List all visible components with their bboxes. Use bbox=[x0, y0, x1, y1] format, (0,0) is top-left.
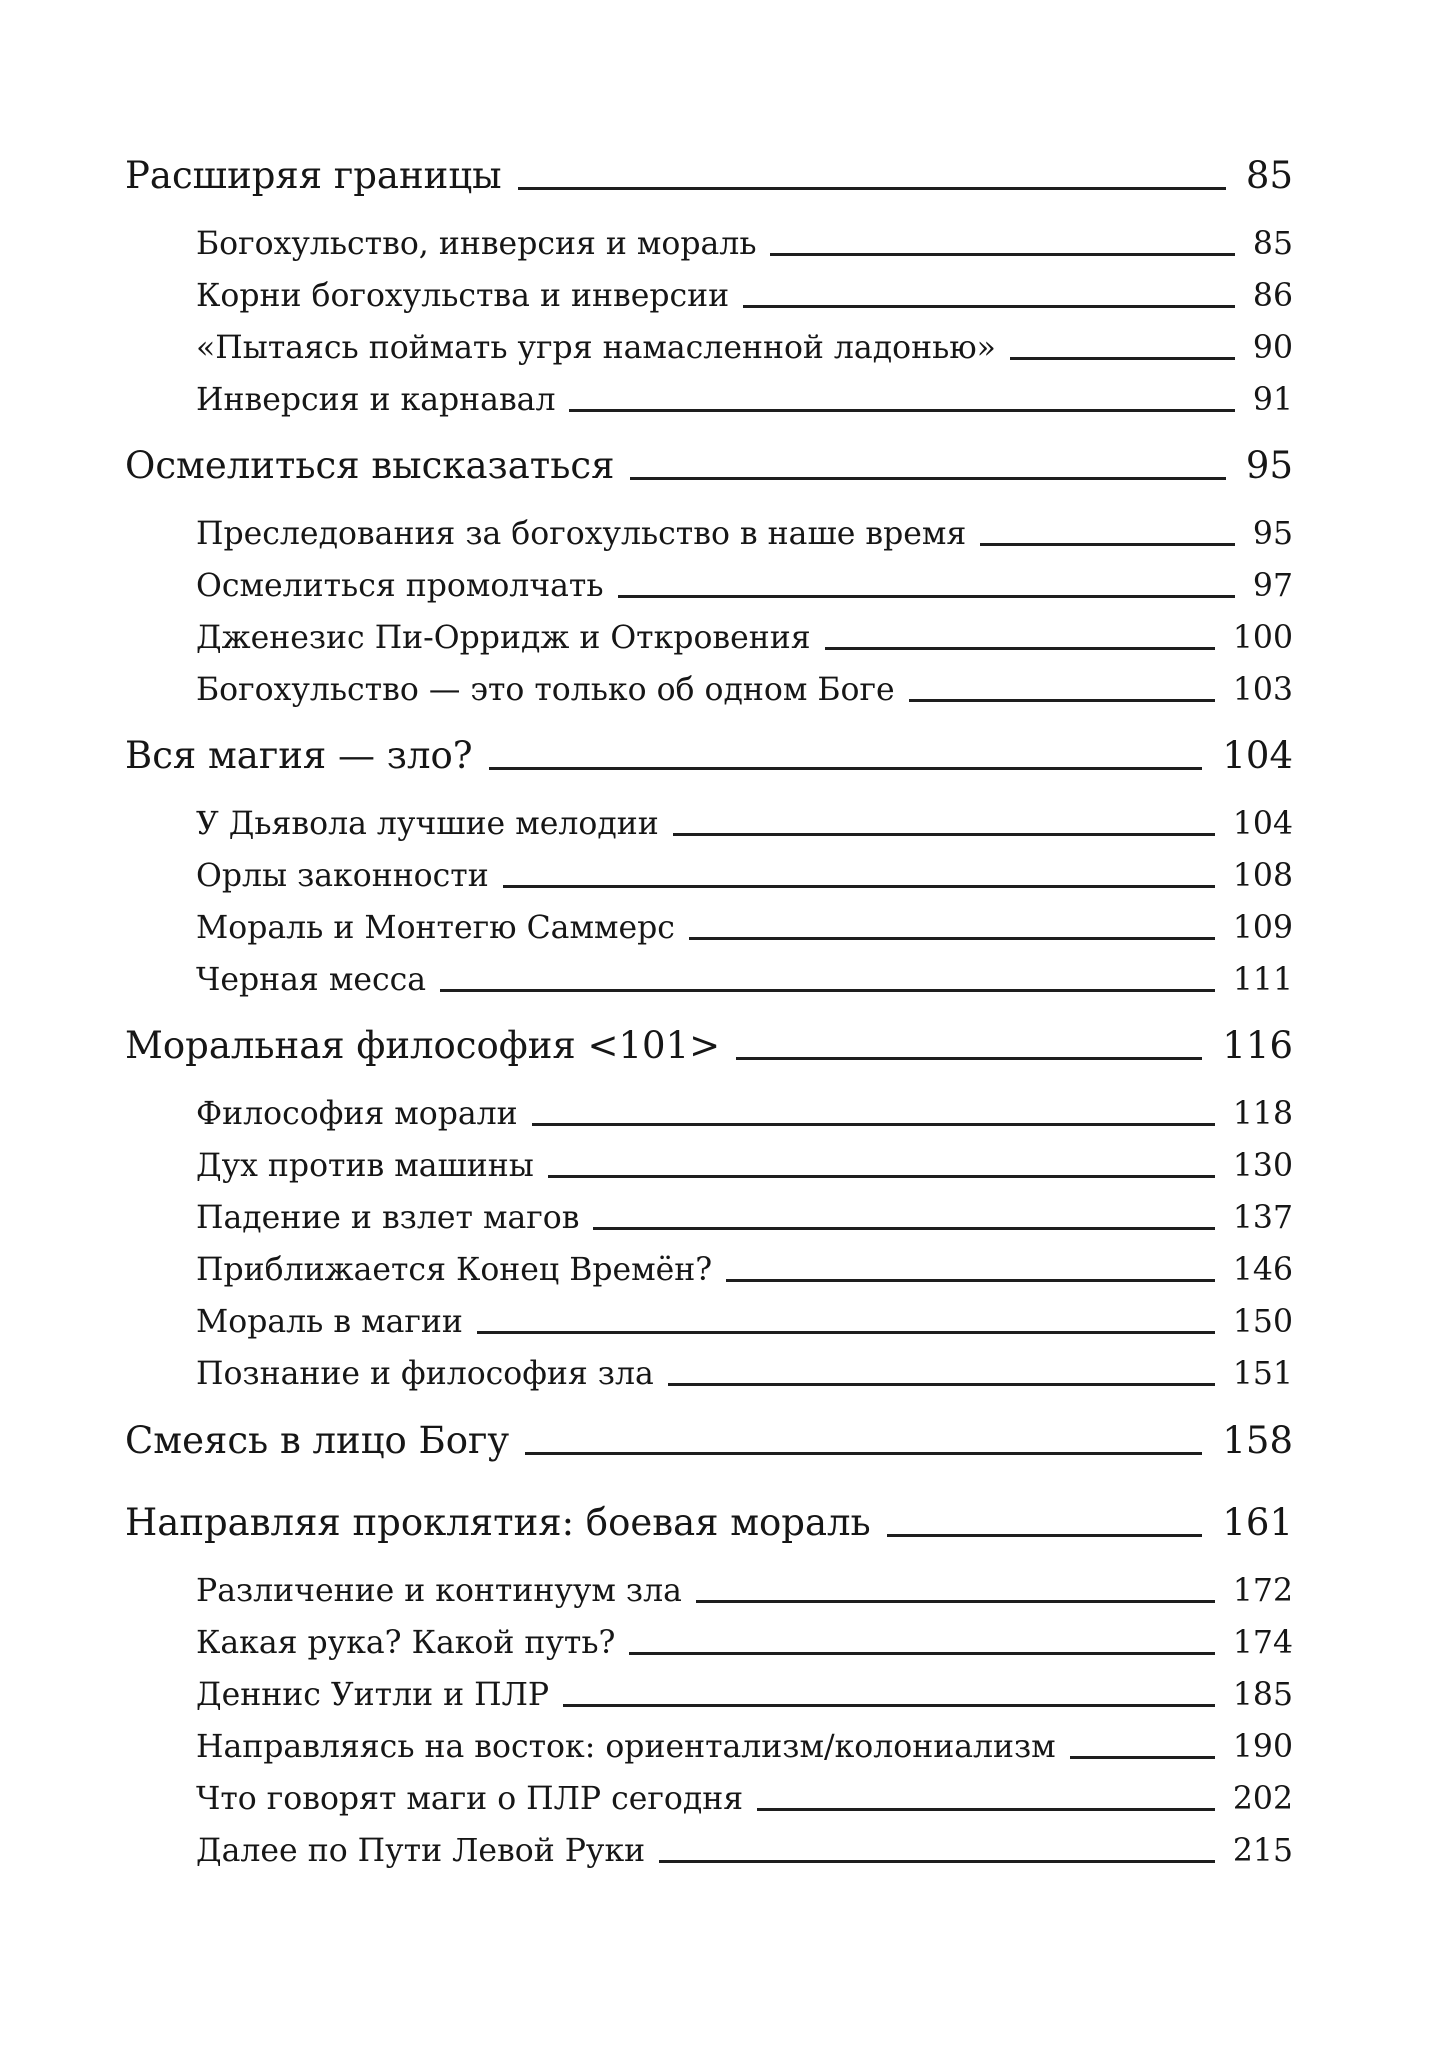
toc-section bbox=[196, 654, 1293, 714]
entry-title: Падение и взлет магов bbox=[196, 1199, 580, 1236]
dot-leader-line bbox=[629, 1652, 1215, 1655]
toc-section bbox=[196, 788, 1293, 848]
entry-title: Что говорят маги о ПЛР сегодня bbox=[196, 1780, 744, 1817]
entry-page-number: 118 bbox=[1232, 1095, 1293, 1132]
entry-title: Дух против машины bbox=[196, 1147, 534, 1184]
dot-leader-line bbox=[630, 477, 1226, 480]
entry-page-number: 100 bbox=[1232, 619, 1293, 656]
dot-leader-line bbox=[980, 543, 1235, 546]
toc-section bbox=[196, 364, 1293, 424]
dot-leader-line bbox=[593, 1227, 1215, 1230]
dot-leader-line bbox=[489, 767, 1202, 770]
dot-leader-line bbox=[525, 1452, 1202, 1455]
dot-leader-line bbox=[518, 187, 1226, 190]
entry-page-number: 111 bbox=[1232, 961, 1293, 998]
entry-title: Приближается Конец Времён? bbox=[196, 1251, 713, 1288]
toc-chapter bbox=[125, 1407, 1293, 1467]
dot-leader-line bbox=[909, 699, 1215, 702]
entry-page-number: 95 bbox=[1252, 515, 1293, 552]
entry-page-number: 190 bbox=[1232, 1728, 1293, 1765]
entry-title: Богохульство — это только об одном Боге bbox=[196, 671, 895, 708]
entry-page-number: 215 bbox=[1232, 1832, 1293, 1869]
toc-section bbox=[196, 208, 1293, 268]
dot-leader-line bbox=[689, 937, 1215, 940]
toc-section bbox=[196, 1607, 1293, 1667]
entry-page-number: 109 bbox=[1232, 909, 1293, 946]
entry-page-number: 108 bbox=[1232, 857, 1293, 894]
toc-chapter bbox=[125, 142, 1293, 202]
entry-title: У Дьявола лучшие мелодии bbox=[196, 805, 659, 842]
entry-title: Смеясь в лицо Богу bbox=[125, 1419, 510, 1462]
toc-chapter bbox=[125, 1489, 1293, 1549]
dot-leader-line bbox=[696, 1600, 1215, 1603]
entry-page-number: 104 bbox=[1232, 805, 1293, 842]
entry-page-number: 137 bbox=[1232, 1199, 1293, 1236]
entry-title: Преследования за богохульство в наше время bbox=[196, 515, 967, 552]
entry-title: «Пытаясь поймать угря намасленной ладонью» bbox=[196, 329, 996, 366]
dot-leader-line bbox=[548, 1175, 1215, 1178]
entry-title: Дженезис Пи-Орридж и Откровения bbox=[196, 619, 811, 656]
entry-title: Различение и континуум зла bbox=[196, 1572, 682, 1609]
dot-leader-line bbox=[563, 1704, 1215, 1707]
dot-leader-line bbox=[736, 1057, 1202, 1060]
toc-section bbox=[196, 1286, 1293, 1346]
entry-page-number: 95 bbox=[1245, 444, 1293, 487]
entry-title: Далее по Пути Левой Руки bbox=[196, 1832, 646, 1869]
entry-title: Направляясь на восток: ориентализм/колониализм bbox=[196, 1728, 1056, 1765]
entry-page-number: 90 bbox=[1252, 329, 1293, 366]
toc-chapter bbox=[125, 432, 1293, 492]
toc-section bbox=[196, 944, 1293, 1004]
entry-page-number: 146 bbox=[1232, 1251, 1293, 1288]
toc-section bbox=[196, 1815, 1293, 1875]
entry-page-number: 116 bbox=[1222, 1024, 1293, 1067]
dot-leader-line bbox=[659, 1860, 1215, 1863]
entry-title: Философия морали bbox=[196, 1095, 518, 1132]
entry-title: Познание и философия зла bbox=[196, 1355, 654, 1392]
entry-title: Осмелиться промолчать bbox=[196, 567, 604, 604]
entry-title: Инверсия и карнавал bbox=[196, 381, 556, 418]
entry-page-number: 85 bbox=[1245, 154, 1293, 197]
entry-title: Направляя проклятия: боевая мораль bbox=[125, 1501, 871, 1544]
toc-chapter bbox=[125, 1012, 1293, 1072]
dot-leader-line bbox=[440, 989, 1215, 992]
entry-title: Мораль и Монтегю Саммерс bbox=[196, 909, 675, 946]
toc-section bbox=[196, 1555, 1293, 1615]
entry-title: Мораль в магии bbox=[196, 1303, 463, 1340]
toc-section bbox=[196, 892, 1293, 952]
toc-section bbox=[196, 602, 1293, 662]
entry-page-number: 103 bbox=[1232, 671, 1293, 708]
entry-page-number: 158 bbox=[1222, 1419, 1293, 1462]
toc-section bbox=[196, 498, 1293, 558]
dot-leader-line bbox=[887, 1534, 1202, 1537]
entry-title: Орлы законности bbox=[196, 857, 489, 894]
toc-section bbox=[196, 312, 1293, 372]
dot-leader-line bbox=[743, 305, 1235, 308]
entry-page-number: 202 bbox=[1232, 1780, 1293, 1817]
toc-section bbox=[196, 840, 1293, 900]
entry-title: Осмелиться высказаться bbox=[125, 444, 615, 487]
dot-leader-line bbox=[532, 1123, 1215, 1126]
toc-section bbox=[196, 1338, 1293, 1398]
entry-title: Моральная философия <101> bbox=[125, 1024, 721, 1067]
dot-leader-line bbox=[477, 1331, 1215, 1334]
toc-section bbox=[196, 1182, 1293, 1242]
dot-leader-line bbox=[673, 833, 1215, 836]
dot-leader-line bbox=[503, 885, 1215, 888]
entry-page-number: 130 bbox=[1232, 1147, 1293, 1184]
entry-page-number: 85 bbox=[1252, 225, 1293, 262]
entry-title: Какая рука? Какой путь? bbox=[196, 1624, 616, 1661]
entry-page-number: 150 bbox=[1232, 1303, 1293, 1340]
entry-page-number: 91 bbox=[1252, 381, 1293, 418]
toc-chapter bbox=[125, 722, 1293, 782]
dot-leader-line bbox=[726, 1279, 1215, 1282]
toc-section bbox=[196, 1711, 1293, 1771]
entry-title: Расширяя границы bbox=[125, 154, 502, 197]
entry-page-number: 86 bbox=[1252, 277, 1293, 314]
entry-page-number: 151 bbox=[1232, 1355, 1293, 1392]
entry-title: Вся магия — зло? bbox=[125, 734, 473, 777]
toc-section bbox=[196, 550, 1293, 610]
dot-leader-line bbox=[1070, 1756, 1215, 1759]
entry-page-number: 104 bbox=[1222, 734, 1293, 777]
dot-leader-line bbox=[770, 253, 1235, 256]
dot-leader-line bbox=[569, 409, 1235, 412]
toc-section bbox=[196, 1659, 1293, 1719]
toc-section bbox=[196, 1234, 1293, 1294]
dot-leader-line bbox=[825, 647, 1215, 650]
toc-section bbox=[196, 1763, 1293, 1823]
dot-leader-line bbox=[668, 1383, 1215, 1386]
toc-section bbox=[196, 1078, 1293, 1138]
entry-title: Деннис Уитли и ПЛР bbox=[196, 1676, 550, 1713]
entry-page-number: 97 bbox=[1252, 567, 1293, 604]
toc-section bbox=[196, 260, 1293, 320]
dot-leader-line bbox=[1010, 357, 1235, 360]
entry-page-number: 174 bbox=[1232, 1624, 1293, 1661]
entry-title: Корни богохульства и инверсии bbox=[196, 277, 730, 314]
entry-page-number: 161 bbox=[1222, 1501, 1293, 1544]
toc-section bbox=[196, 1130, 1293, 1190]
entry-page-number: 172 bbox=[1232, 1572, 1293, 1609]
entry-title: Черная месса bbox=[196, 961, 427, 998]
entry-title: Богохульство, инверсия и мораль bbox=[196, 225, 757, 262]
dot-leader-line bbox=[757, 1808, 1215, 1811]
dot-leader-line bbox=[618, 595, 1235, 598]
entry-page-number: 185 bbox=[1232, 1676, 1293, 1713]
